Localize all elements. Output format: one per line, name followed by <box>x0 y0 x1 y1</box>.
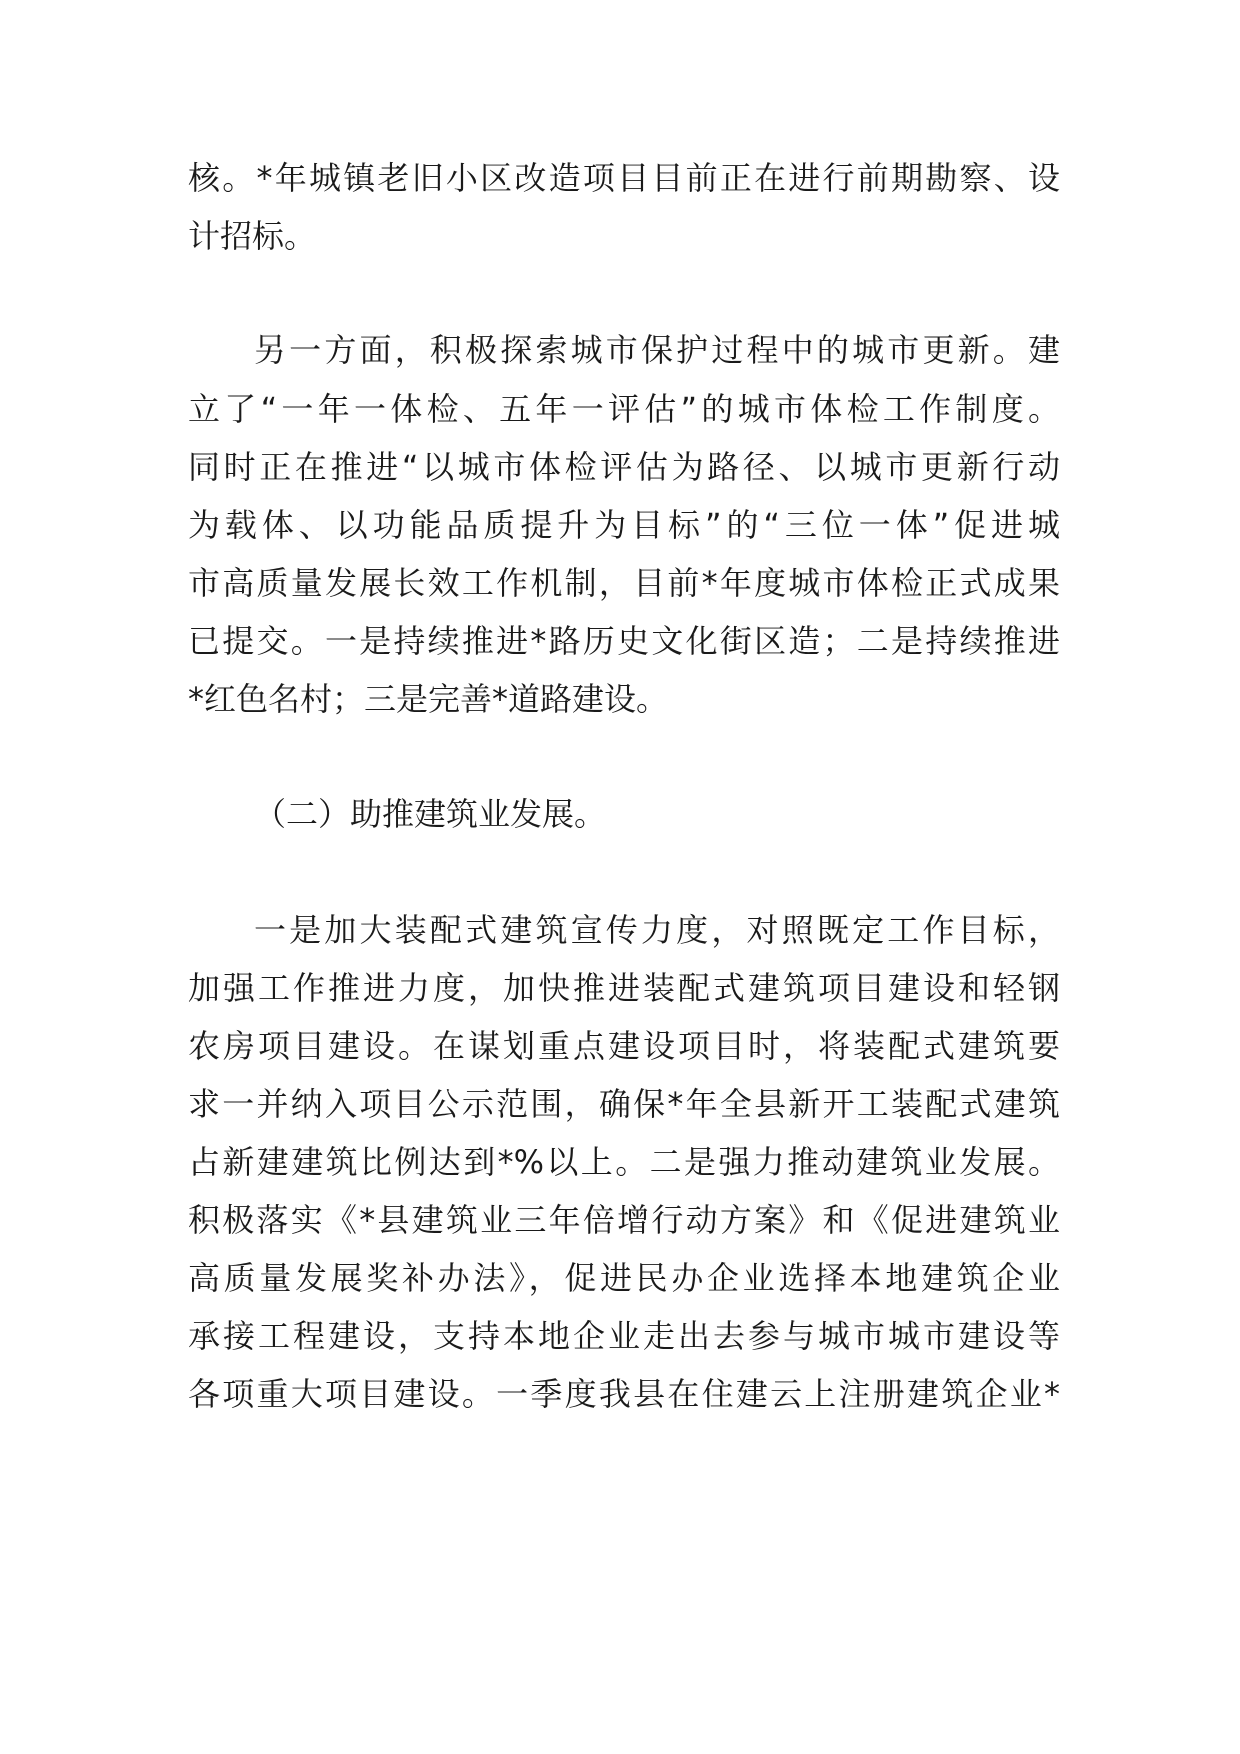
text-line: 求一并纳入项目公示范围，确保*年全县新开工装配式建筑 <box>188 1085 1060 1123</box>
text-line: 承接工程建设，支持本地企业走出去参与城市城市建设等 <box>188 1317 1060 1355</box>
text-line: 市高质量发展长效工作机制，目前*年度城市体检正式成果 <box>188 564 1060 602</box>
text-line: 农房项目建设。在谋划重点建设项目时，将装配式建筑要 <box>188 1027 1060 1065</box>
text-line: 核。*年城镇老旧小区改造项目目前正在进行前期勘察、设 <box>188 159 1060 197</box>
text-line: 加强工作推进力度，加快推进装配式建筑项目建设和轻钢 <box>188 969 1060 1007</box>
text-line: 积极落实《*县建筑业三年倍增行动方案》和《促进建筑业 <box>188 1201 1060 1239</box>
text-line: 同时正在推进“以城市体检评估为路径、以城市更新行动 <box>188 448 1060 486</box>
text-line: 占新建建筑比例达到*%以上。二是强力推动建筑业发展。 <box>188 1143 1060 1181</box>
text-line: 高质量发展奖补办法》，促进民办企业选择本地建筑企业 <box>188 1259 1060 1297</box>
text-line: 计招标。 <box>188 217 317 255</box>
text-line: 各项重大项目建设。一季度我县在住建云上注册建筑企业* <box>188 1375 1060 1413</box>
text-line: 为载体、以功能品质提升为目标”的“三位一体”促进城 <box>188 506 1060 544</box>
text-line: 已提交。一是持续推进*路历史文化街区造；二是持续推进 <box>188 622 1060 660</box>
section-heading: （二）助推建筑业发展。 <box>254 795 607 833</box>
text-line: *红色名村；三是完善*道路建设。 <box>188 680 669 718</box>
text-line: 一是加大装配式建筑宣传力度，对照既定工作目标， <box>254 911 1060 949</box>
text-line: 另一方面，积极探索城市保护过程中的城市更新。建 <box>254 331 1060 369</box>
text-line: 立了“一年一体检、五年一评估”的城市体检工作制度。 <box>188 390 1060 428</box>
